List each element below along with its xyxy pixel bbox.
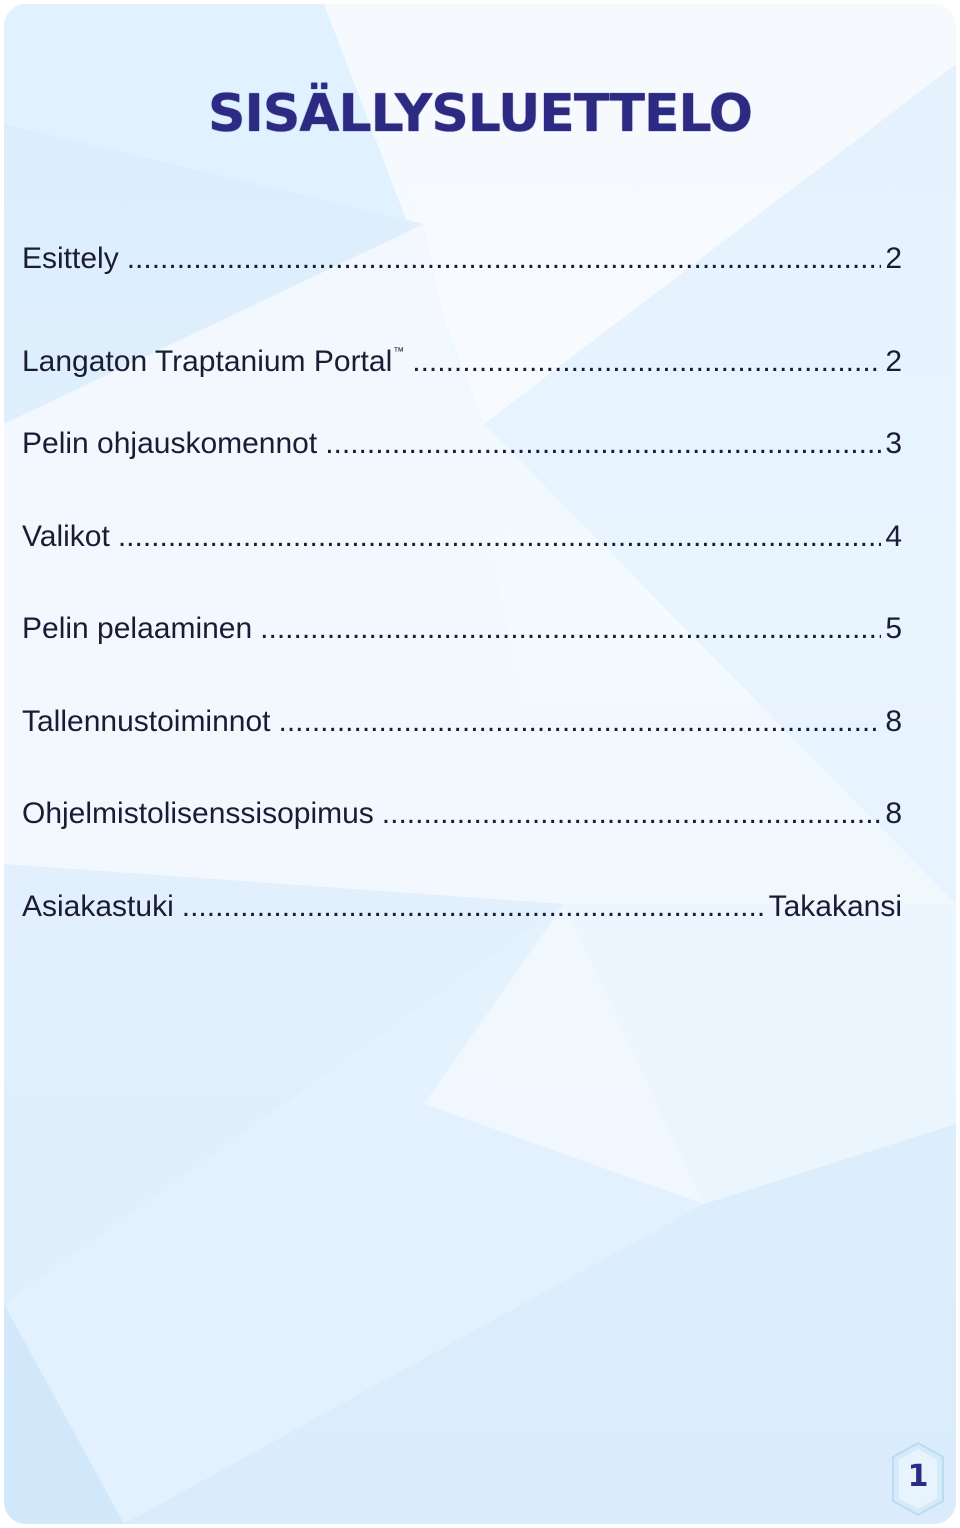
toc-entry-label: Pelin ohjauskomennot (22, 427, 318, 460)
dot-leader (325, 415, 881, 473)
toc-entry-label: Ohjelmistolisenssisopimus (22, 797, 374, 830)
dot-leader (118, 508, 881, 566)
toc-entry-esittely[interactable] (22, 230, 902, 323)
toc-entry-page: Takakansi (768, 889, 902, 923)
page-number: 1 (907, 1459, 929, 1494)
dot-leader (182, 878, 765, 936)
toc-entry-valikot[interactable] (22, 508, 902, 601)
toc-entry-label: Pelin pelaaminen (22, 612, 253, 645)
trademark-symbol: ™ (393, 345, 405, 358)
toc-entry-page: 2 (885, 242, 902, 275)
toc-entry-page: 8 (885, 797, 902, 830)
dot-leader (382, 785, 882, 843)
toc-entry-page: 2 (885, 344, 902, 378)
toc-entry-label: Esittely (22, 242, 119, 275)
toc-entry-lisenssisopimus[interactable] (22, 785, 902, 878)
dot-leader (278, 693, 881, 751)
dot-leader (260, 600, 881, 658)
toc-entry-page: 3 (885, 427, 902, 460)
toc-entry-portal[interactable] (22, 323, 902, 416)
toc-entry-label-text: Langaton Traptanium Portal (22, 344, 393, 378)
toc-entry-tallennustoiminnot[interactable] (22, 693, 902, 786)
toc-entry-asiakastuki[interactable] (22, 878, 902, 971)
toc-entry-page: 8 (885, 704, 902, 738)
toc-page (4, 4, 956, 1524)
toc-entry-page: 5 (885, 612, 902, 645)
toc-entry-label: Tallennustoiminnot (22, 704, 271, 738)
toc-entry-ohjauskomennot[interactable] (22, 415, 902, 508)
dot-leader (412, 333, 881, 391)
toc-entry-label: Valikot (22, 519, 110, 553)
page-title: SISÄLLYSLUETTELO (208, 84, 752, 144)
toc-entry-label (22, 323, 404, 391)
table-of-contents (22, 230, 902, 970)
toc-entry-label: Asiakastuki (22, 889, 174, 923)
toc-entry-page: 4 (885, 519, 902, 553)
toc-entry-pelaaminen[interactable] (22, 600, 902, 693)
dot-leader (127, 230, 882, 288)
